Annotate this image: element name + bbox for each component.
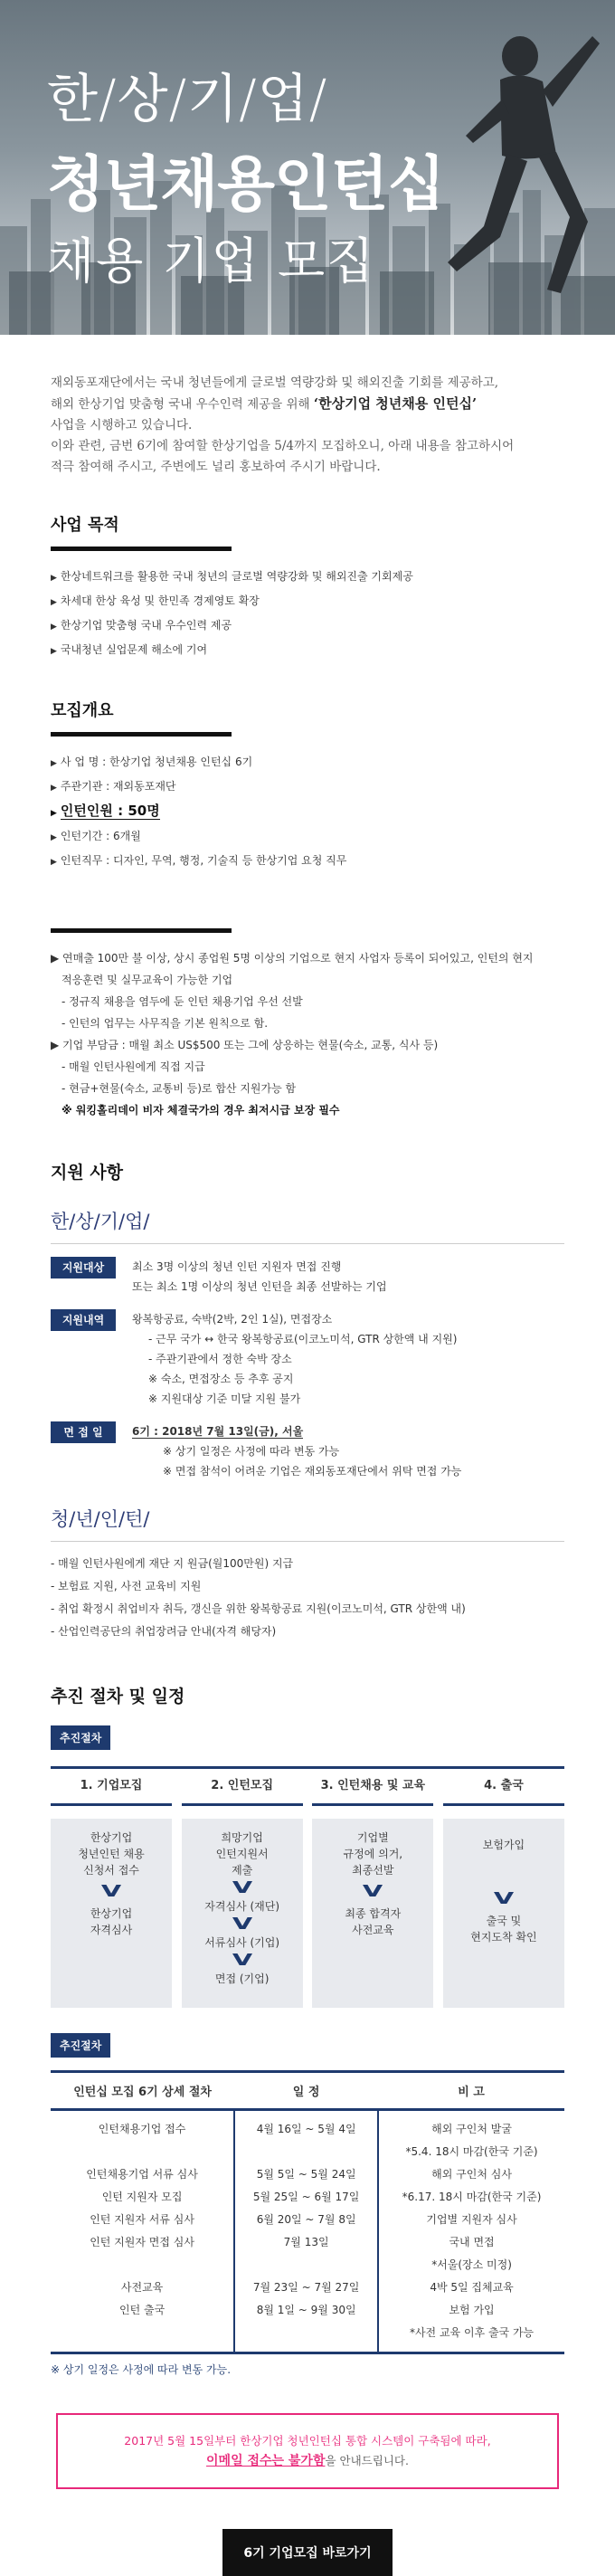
row-tag: 지원대상 — [51, 1257, 116, 1278]
req-line: 적응훈련 및 실무교육이 가능한 기업 — [62, 974, 233, 986]
arrow-icon: ▶ — [51, 833, 57, 842]
arrow-icon: ▶ — [51, 809, 57, 818]
process-steps — [51, 1766, 564, 2008]
list-item: ▶ 국내청년 실업문제 해소에 기여 — [51, 643, 208, 656]
hero-title-line1: 한/상/기/업/ — [47, 68, 328, 129]
req-line: - 인턴의 업무는 사무직을 기본 원칙으로 함. — [62, 1017, 269, 1030]
intro-highlight: ‘한상기업 청년채용 인턴십’ — [313, 395, 478, 412]
table-header-row — [51, 2072, 564, 2110]
list-item-highlight: ▶ 인턴인원 : 50명 — [51, 803, 160, 819]
overview-list — [51, 751, 564, 874]
process-section — [0, 1683, 615, 2377]
list-item: ▶ 인턴기간 : 6개월 — [51, 830, 141, 842]
hero-title-line2: 청년채용인턴십 — [47, 149, 445, 219]
notice-box — [56, 2413, 559, 2489]
requirements-text — [51, 947, 564, 1121]
requirements-section — [0, 874, 615, 1121]
purpose-section — [0, 478, 615, 663]
section-title: 사업 목적 — [51, 478, 232, 551]
list-item: ▶ 한상네트워크를 활용한 국내 청년의 글로벌 역량강화 및 해외진출 기회제공 — [51, 570, 413, 583]
support-section — [0, 1159, 615, 1643]
chevron-down-icon: V — [232, 1878, 252, 1897]
row-tag: 면 접 일 — [51, 1421, 116, 1443]
table-cell: 4월 16일 ~ 5월 4일 5월 5일 ~ 5월 24일 5월 25일 ~ 6월 17일 6월 20일 ~ 7월 8일 7월 13일 7월 23일 ~ 7월 27일 8월 1일 ~ 9월 30일 — [234, 2110, 378, 2353]
hero-title-line3: 채용 기업 모집 — [47, 233, 376, 290]
section-title: 모집개요 — [51, 663, 232, 737]
arrow-icon: ▶ — [51, 574, 57, 583]
overview-section — [0, 663, 615, 874]
support-row — [51, 1257, 564, 1297]
step-box: 희망기업 인턴지원서 제출 V 자격심사 (재단) V 서류심사 (기업) V 면접 (기업) — [182, 1819, 303, 2008]
purpose-list — [51, 566, 564, 663]
intro-text — [0, 335, 615, 478]
step-title: 1. 기업모집 — [51, 1769, 172, 1806]
list-item: ▶ 차세대 한상 육성 및 한민족 경제영토 확장 — [51, 594, 260, 607]
section-title — [51, 874, 232, 933]
process-title: 추진 절차 및 일정 — [51, 1687, 185, 1706]
hero-banner — [0, 0, 615, 335]
row-body: 최소 3명 이상의 청년 인턴 지원자 면접 진행 또는 최소 1명 이상의 청년 인턴을 최종 선발하는 기업 — [132, 1260, 387, 1293]
list-item: ▶ 인턴직무 : 디자인, 무역, 행정, 기술직 등 한상기업 요청 직무 — [51, 854, 347, 867]
chevron-down-icon: V — [232, 1951, 252, 1970]
chevron-down-icon: V — [363, 1882, 383, 1901]
list-item: - 취업 확정시 취업비자 취득, 갱신을 위한 왕복항공료 지원(이코노미석, GTR 상한액 내) — [51, 1602, 466, 1615]
arrow-icon: ▶ — [51, 623, 57, 632]
step-title: 4. 출국 — [443, 1769, 564, 1806]
req-line: - 현금+현물(숙소, 교통비 등)로 합산 지원가능 함 — [62, 1082, 297, 1095]
support-title: 지원 사항 — [51, 1163, 124, 1183]
arrow-icon: ▶ — [51, 598, 57, 607]
recruitment-link-button[interactable]: 6기 기업모집 바로가기 — [222, 2529, 393, 2576]
notice-line: 이메일 접수는 불가함을 안내드립니다. — [206, 2454, 409, 2468]
process-tag: 추진절차 — [51, 1725, 110, 1750]
step-box: 한상기업 청년인턴 채용 신청서 접수 V 한상기업 자격심사 — [51, 1819, 172, 2008]
list-item: - 매월 인턴사원에게 재단 지 원금(월100만원) 지급 — [51, 1557, 294, 1570]
req-line: - 매월 인턴사원에게 직접 지급 — [62, 1060, 205, 1073]
step-box: 보험가입 V 출국 및 현지도착 확인 — [443, 1819, 564, 2008]
chevron-down-icon: V — [100, 1882, 122, 1901]
table-header: 인턴십 모집 6기 상세 절차 — [51, 2072, 234, 2110]
list-item: ▶ 주관기관 : 재외동포재단 — [51, 780, 176, 793]
chevron-down-icon: V — [493, 1889, 515, 1908]
notice-emphasis: 이메일 접수는 불가함 — [206, 2454, 326, 2468]
req-line: ▶ 연매출 100만 불 이상, 상시 종업원 5명 이상의 기업으로 현지 사업자 등록이 되어있고, 인턴의 현지 — [51, 952, 534, 965]
intro-line: 사업을 시행하고 있습니다. — [51, 418, 193, 433]
row-tag: 지원내역 — [51, 1309, 116, 1331]
intro-line: 적극 참여해 주시고, 주변에도 널리 홍보하여 주시기 바랍니다. — [51, 460, 381, 474]
row-body: 왕복항공료, 숙박(2박, 2인 1실), 면접장소 - 근무 국가 ↔ 한국 왕복항공료(이코노미석, GTR 상한액 내 지원) - 주관기관에서 정한 숙박 장소 ※ 숙소, 면접장소 등 추후 공지 ※ 지원대상 기준 미달 지원 불가 — [132, 1313, 458, 1405]
support-row — [51, 1421, 564, 1481]
req-line: ▶ 기업 부담금 : 매월 최소 US$500 또는 그에 상응하는 현물(숙소, 교통, 식사 등) — [51, 1039, 439, 1051]
req-line-bold: ※ 워킹홀리데이 비자 체결국가의 경우 최저시급 보장 필수 — [62, 1104, 340, 1117]
support-row — [51, 1309, 564, 1409]
list-item: ▶ 한상기업 맞춤형 국내 우수인력 제공 — [51, 619, 232, 632]
step-title: 3. 인턴채용 및 교육 — [312, 1769, 433, 1806]
arrow-icon: ▶ — [51, 759, 57, 768]
company-subheading: 한/상/기/업/ — [51, 1207, 564, 1244]
step-box: 기업별 규정에 의거, 최종선발 V 최종 합격자 사전교육 — [312, 1819, 433, 2008]
arrow-icon: ▶ — [51, 784, 57, 793]
table-cell: 인턴채용기업 접수 인턴채용기업 서류 심사 인턴 지원자 모집 인턴 지원자 서류 심사 인턴 지원자 면접 심사 사전교육 인턴 출국 — [51, 2110, 234, 2353]
arrow-icon: ▶ — [51, 858, 57, 867]
req-line: - 정규직 채용을 염두에 둔 인턴 채용기업 우선 선발 — [62, 995, 303, 1008]
table-row — [51, 2110, 564, 2353]
step-title: 2. 인턴모집 — [182, 1769, 303, 1806]
arrow-icon: ▶ — [51, 647, 57, 656]
youth-subheading: 청/년/인/턴/ — [51, 1505, 564, 1542]
list-item: - 보험료 지원, 사전 교육비 지원 — [51, 1580, 202, 1592]
schedule-note: ※ 상기 일정은 사정에 따라 변동 가능. — [51, 2363, 232, 2376]
table-header: 비 고 — [378, 2072, 564, 2110]
notice-line: 2017년 5월 15일부터 한상기업 청년인턴십 통합 시스템이 구축됨에 따라, — [124, 2434, 491, 2448]
chevron-down-icon: V — [232, 1915, 252, 1934]
intro-line: 해외 한상기업 맞춤형 국내 우수인력 제공을 위해 ‘한상기업 청년채용 인턴십’ — [51, 395, 478, 412]
row-body: 6기 : 2018년 7월 13일(금), 서울 ※ 상기 일정은 사정에 따라 변동 가능 ※ 면접 참석이 어려운 기업은 재외동포재단에서 위탁 면접 가능 — [132, 1425, 462, 1478]
youth-list — [51, 1553, 564, 1643]
list-item: ▶ 사 업 명 : 한상기업 청년채용 인턴십 6기 — [51, 756, 253, 768]
list-item: - 산업인력공단의 취업장려금 안내(자격 해당자) — [51, 1625, 277, 1638]
intro-line: 이와 관련, 금번 6기에 참여할 한상기업을 5/4까지 모집하오니, 아래 내용을 참고하시어 — [51, 439, 515, 453]
intro-line: 재외동포재단에서는 국내 청년들에게 글로벌 역량강화 및 해외진출 기회를 제공하고, — [51, 375, 499, 390]
step-3 — [312, 1769, 433, 2008]
table-cell: 해외 구인처 발굴 *5.4. 18시 마감(한국 기준) 해외 구인처 심사 *6.17. 18시 마감(한국 기준) 기업별 지원자 심사 국내 면접 *서울(장소 미정) 4박 5일 집체교육 보험 가입 *사전 교육 이후 출국 가능 — [378, 2110, 564, 2353]
process-tag: 추진절차 — [51, 2033, 110, 2058]
schedule-table — [51, 2070, 564, 2354]
table-header: 일 정 — [234, 2072, 378, 2110]
